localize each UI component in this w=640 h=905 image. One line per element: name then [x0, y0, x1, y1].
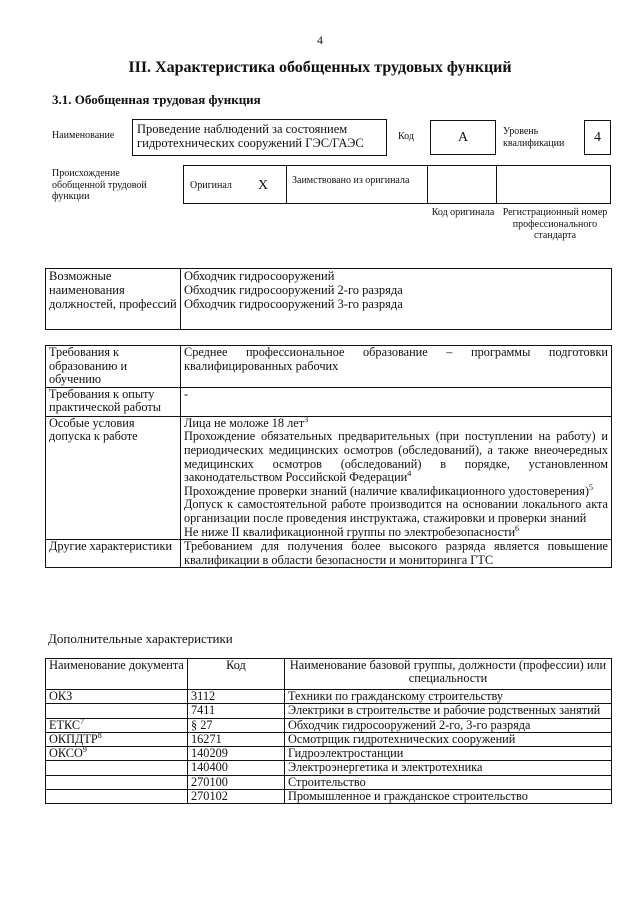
additional-table-body — [46, 690, 612, 804]
row-code: 7411 — [188, 704, 285, 718]
footnote-ref: 4 — [407, 469, 412, 479]
borrowed-label: Заимствовано из оригинала — [292, 175, 410, 186]
table-row — [46, 775, 612, 789]
function-name-value: Проведение наблюдений за состоянием гидротехнических сооружений ГЭС/ГАЭС — [137, 122, 364, 150]
special-condition-item: Не ниже II квалификационной группы по электробезопасности$^6$ — [184, 523, 520, 539]
table-row — [46, 718, 612, 732]
qualification-level-box — [584, 120, 611, 155]
position-item: Обходчик гидросооружений — [184, 269, 335, 283]
other-characteristics-value: Требованием для получения более высокого разряда является повышение квалификации в области безопасности и мониторинга ГТС — [181, 540, 612, 568]
origin-box — [183, 165, 611, 204]
origin-label: Происхождение обобщенной трудовой функции — [52, 168, 147, 202]
row-document — [46, 775, 188, 789]
row-name: Осмотрщик гидротехнических сооружений — [285, 732, 612, 746]
row-name: Электрики в строительстве и рабочие родственных занятий — [285, 704, 612, 718]
table-row — [46, 732, 612, 746]
row-document — [46, 747, 188, 761]
row-code: 270100 — [188, 775, 285, 789]
special-condition-item: Допуск к самостоятельной работе производится на основании локального акта организации после проведения инструктажа, стажировки и проверки знаний — [184, 497, 608, 525]
special-conditions-list — [181, 416, 612, 539]
table-row — [46, 704, 612, 718]
special-condition-item: Прохождение обязательных предварительных (при поступлении на работу) и периодических медицинских осмотров (обследований), а также внеочередных медицинских осмотров (обследований) в порядке, установленном законодательством Российской Федерации$^4$ — [184, 429, 608, 485]
row-name: Техники по гражданскому строительству — [285, 690, 612, 704]
code-original-caption: Код оригинала — [431, 207, 495, 218]
footnote-ref: 8 — [97, 730, 102, 740]
table-row — [46, 690, 612, 704]
document-name: ОКЗ — [49, 689, 73, 703]
row-code: 140209 — [188, 747, 285, 761]
special-conditions-label: Особые условия допуска к работе — [46, 416, 181, 539]
header-document: Наименование документа — [46, 659, 188, 690]
row-name: Строительство — [285, 775, 612, 789]
qualification-level-value: 4 — [594, 130, 601, 145]
function-code-box — [430, 120, 496, 155]
function-code-value: А — [457, 130, 469, 145]
footnote-ref: 5 — [589, 482, 594, 492]
requirements-table — [45, 345, 612, 568]
special-condition-item: Лица не моложе 18 лет$^3$ — [184, 414, 309, 430]
row-document — [46, 704, 188, 718]
code-label: Код — [398, 131, 414, 142]
function-name-box — [132, 119, 387, 156]
original-label: Оригинал — [190, 180, 232, 191]
position-item: Обходчик гидросооружений 2-го разряда — [184, 283, 403, 297]
header-code: Код — [188, 659, 285, 690]
section-title: III. Характеристика обобщенных трудовых функций — [128, 59, 512, 76]
row-name: Промышленное и гражданское строительство — [285, 790, 612, 804]
row-code: 16271 — [188, 732, 285, 746]
footnote-ref: 9 — [82, 745, 87, 755]
positions-list — [181, 269, 612, 330]
education-value: Среднее профессиональное образование – программы подготовки квалифицированных рабочих — [181, 346, 612, 388]
row-code: 270102 — [188, 790, 285, 804]
row-code: 3112 — [188, 690, 285, 704]
reg-number-caption: Регистрационный номер профессионального стандарта — [502, 207, 608, 241]
subsection-title: 3.1. Обобщенная трудовая функция — [52, 92, 261, 107]
row-code: 140400 — [188, 761, 285, 775]
row-document — [46, 690, 188, 704]
name-label: Наименование — [52, 130, 115, 141]
row-document — [46, 761, 188, 775]
row-code: § 27 — [188, 718, 285, 732]
table-row — [46, 790, 612, 804]
education-label: Требования к образованию и обучению — [46, 346, 181, 388]
positions-table — [45, 268, 612, 330]
original-mark: X — [258, 178, 269, 193]
table-row — [46, 747, 612, 761]
page-number: 4 — [317, 33, 323, 47]
level-label: Уровень квалификации — [503, 126, 565, 149]
row-name: Гидроэлектростанции — [285, 747, 612, 761]
additional-title: Дополнительные характеристики — [48, 631, 233, 646]
table-row — [46, 761, 612, 775]
positions-label: Возможные наименования должностей, профессий — [46, 269, 181, 330]
additional-table — [45, 658, 612, 804]
footnote-ref: 3 — [304, 414, 309, 424]
document-name: ОКСО — [49, 746, 83, 761]
experience-label: Требования к опыту практической работы — [46, 387, 181, 416]
row-document — [46, 732, 188, 746]
document-name: ЕТКС — [49, 717, 81, 732]
row-document — [46, 790, 188, 804]
other-characteristics-label: Другие характеристики — [46, 540, 181, 568]
row-name: Обходчик гидросооружений 2-го, 3-го разряда — [285, 718, 612, 732]
experience-value: - — [181, 387, 612, 416]
table-header-row — [46, 659, 612, 690]
document-name: ОКПДТР — [49, 731, 98, 746]
row-document — [46, 718, 188, 732]
footnote-ref: 6 — [515, 523, 520, 533]
row-name: Электроэнергетика и электротехника — [285, 761, 612, 775]
position-item: Обходчик гидросооружений 3-го разряда — [184, 297, 403, 311]
header-name: Наименование базовой группы, должности (профессии) или специальности — [285, 659, 612, 690]
footnote-ref: 7 — [80, 716, 85, 726]
special-condition-item: Прохождение проверки знаний (наличие квалификационного удостоверения)$^5$ — [184, 482, 594, 498]
